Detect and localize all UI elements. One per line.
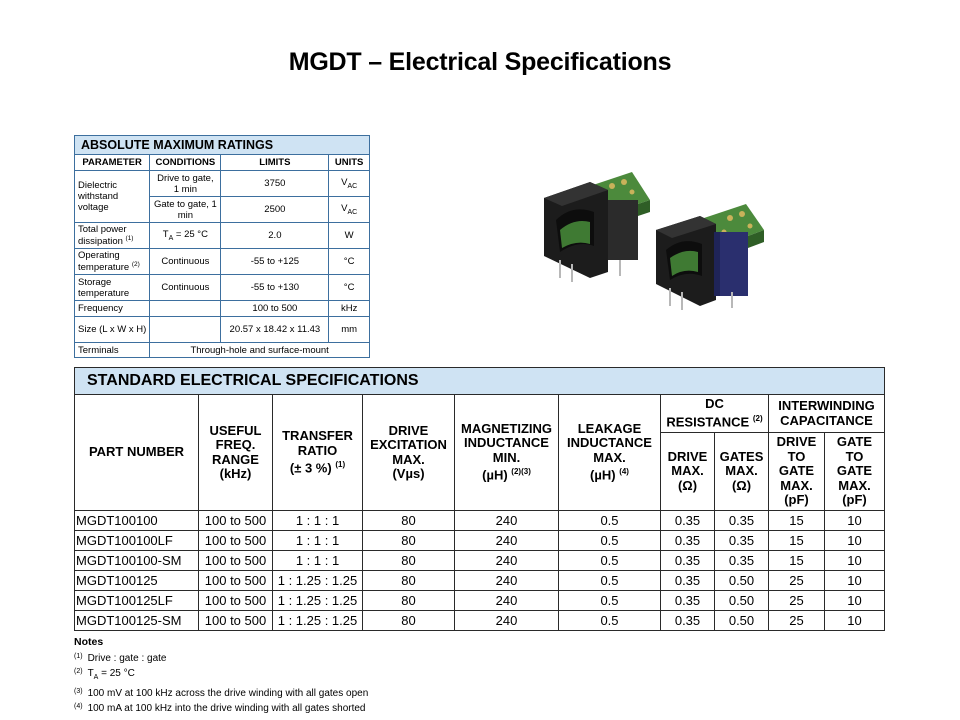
cell-dc-drive: 0.35 bbox=[661, 591, 715, 611]
cell-dc-drive: 0.35 bbox=[661, 611, 715, 631]
cell-mag: 240 bbox=[455, 611, 559, 631]
cell-leak: 0.5 bbox=[559, 611, 661, 631]
amr-unit: W bbox=[329, 223, 370, 249]
cell-mag: 240 bbox=[455, 551, 559, 571]
cell-drive: 80 bbox=[363, 511, 455, 531]
cell-freq: 100 to 500 bbox=[199, 611, 273, 631]
amr-unit: kHz bbox=[329, 301, 370, 317]
amr-cond: $T_A = 25$ °C bbox=[150, 223, 221, 249]
cell-ratio: 1 : 1 : 1 bbox=[273, 511, 363, 531]
ses-header: STANDARD ELECTRICAL SPECIFICATIONS bbox=[75, 368, 885, 395]
table-row bbox=[75, 571, 885, 591]
amr-col-limits: LIMITS bbox=[221, 155, 329, 171]
ses-col-freq: USEFUL FREQ. RANGE (kHz) bbox=[199, 395, 273, 511]
amr-limit: 2500 bbox=[221, 197, 329, 223]
amr-cond: Drive to gate, 1 min bbox=[150, 171, 221, 197]
standard-electrical-specifications-table bbox=[74, 367, 885, 631]
transformer-left bbox=[544, 172, 650, 282]
note-item: $^{(1)}$ Drive : gate : gate bbox=[74, 652, 167, 664]
note-item: $^{(2)}$ $T_A = 25$ °C bbox=[74, 668, 135, 681]
cell-cap-gg: 10 bbox=[825, 591, 885, 611]
amr-limit: 20.57 x 18.42 x 11.43 bbox=[221, 317, 329, 343]
transformer-right bbox=[656, 204, 764, 310]
amr-param-power: Total power dissipation $^{(1)}$ bbox=[75, 223, 150, 249]
cell-part: MGDT100125-SM bbox=[75, 611, 199, 631]
cell-part: MGDT100125LF bbox=[75, 591, 199, 611]
cell-dc-gates: 0.50 bbox=[715, 611, 769, 631]
cell-ratio: 1 : 1 : 1 bbox=[273, 531, 363, 551]
table-row bbox=[75, 511, 885, 531]
cell-cap-gg: 10 bbox=[825, 511, 885, 531]
cell-cap-dg: 25 bbox=[769, 591, 825, 611]
amr-limit: -55 to +130 bbox=[221, 275, 329, 301]
cell-freq: 100 to 500 bbox=[199, 531, 273, 551]
cell-mag: 240 bbox=[455, 531, 559, 551]
amr-unit: mm bbox=[329, 317, 370, 343]
amr-param-size: Size (L x W x H) bbox=[75, 317, 150, 343]
absolute-maximum-ratings-table bbox=[74, 135, 370, 358]
cell-freq: 100 to 500 bbox=[199, 591, 273, 611]
cell-dc-gates: 0.35 bbox=[715, 511, 769, 531]
amr-limit: 2.0 bbox=[221, 223, 329, 249]
amr-limit: -55 to +125 bbox=[221, 249, 329, 275]
cell-freq: 100 to 500 bbox=[199, 511, 273, 531]
cell-part: MGDT100100-SM bbox=[75, 551, 199, 571]
cell-leak: 0.5 bbox=[559, 511, 661, 531]
ses-col-cap-drive-to-gate: DRIVE TO GATE MAX. (pF) bbox=[769, 433, 825, 511]
cell-drive: 80 bbox=[363, 531, 455, 551]
amr-unit: °C bbox=[329, 249, 370, 275]
cell-drive: 80 bbox=[363, 571, 455, 591]
ses-group-capacitance: INTERWINDING CAPACITANCE bbox=[769, 395, 885, 433]
amr-limit: 100 to 500 bbox=[221, 301, 329, 317]
amr-cond-empty bbox=[150, 317, 221, 343]
cell-freq: 100 to 500 bbox=[199, 571, 273, 591]
cell-dc-drive: 0.35 bbox=[661, 511, 715, 531]
cell-cap-dg: 15 bbox=[769, 551, 825, 571]
amr-col-conditions: CONDITIONS bbox=[150, 155, 221, 171]
cell-freq: 100 to 500 bbox=[199, 551, 273, 571]
amr-param-operating: Operating temperature $^{(2)}$ bbox=[75, 249, 150, 275]
amr-unit: °C bbox=[329, 275, 370, 301]
cell-leak: 0.5 bbox=[559, 591, 661, 611]
amr-limit: 3750 bbox=[221, 171, 329, 197]
amr-cond: Gate to gate, 1 min bbox=[150, 197, 221, 223]
cell-part: MGDT100125 bbox=[75, 571, 199, 591]
cell-dc-gates: 0.35 bbox=[715, 531, 769, 551]
cell-drive: 80 bbox=[363, 591, 455, 611]
cell-dc-drive: 0.35 bbox=[661, 571, 715, 591]
notes bbox=[74, 636, 368, 716]
cell-leak: 0.5 bbox=[559, 531, 661, 551]
cell-leak: 0.5 bbox=[559, 571, 661, 591]
note-item: $^{(4)}$ 100 mA at 100 kHz into the drive winding with all gates shorted bbox=[74, 703, 366, 714]
cell-ratio: 1 : 1.25 : 1.25 bbox=[273, 591, 363, 611]
cell-cap-dg: 15 bbox=[769, 531, 825, 551]
ses-col-cap-gate-to-gate: GATE TO GATE MAX. (pF) bbox=[825, 433, 885, 511]
amr-col-parameter: PARAMETER bbox=[75, 155, 150, 171]
ses-group-dc-resistance: DC RESISTANCE $^{(2)}$ bbox=[661, 395, 769, 433]
cell-mag: 240 bbox=[455, 591, 559, 611]
cell-cap-gg: 10 bbox=[825, 611, 885, 631]
cell-mag: 240 bbox=[455, 571, 559, 591]
table-row bbox=[75, 611, 885, 631]
product-photo bbox=[520, 160, 780, 320]
cell-cap-gg: 10 bbox=[825, 551, 885, 571]
amr-param-terminals: Terminals bbox=[75, 343, 150, 358]
amr-terminals-value: Through-hole and surface-mount bbox=[150, 343, 370, 358]
cell-drive: 80 bbox=[363, 611, 455, 631]
cell-part: MGDT100100LF bbox=[75, 531, 199, 551]
ses-col-magnetizing: MAGNETIZING INDUCTANCE MIN. (µH) $^{(2)(3)}$ bbox=[455, 395, 559, 511]
cell-ratio: 1 : 1.25 : 1.25 bbox=[273, 611, 363, 631]
table-row bbox=[75, 591, 885, 611]
ses-col-ratio: TRANSFER RATIO (± 3 %) $^{(1)}$ bbox=[273, 395, 363, 511]
ses-col-part-number: PART NUMBER bbox=[75, 395, 199, 511]
cell-mag: 240 bbox=[455, 511, 559, 531]
cell-cap-gg: 10 bbox=[825, 531, 885, 551]
cell-dc-gates: 0.35 bbox=[715, 551, 769, 571]
ses-col-dc-drive: DRIVE MAX. (Ω) bbox=[661, 433, 715, 511]
amr-param-storage: Storage temperature bbox=[75, 275, 150, 301]
cell-leak: 0.5 bbox=[559, 551, 661, 571]
amr-unit: $V_{AC}$ bbox=[329, 171, 370, 197]
amr-param-frequency: Frequency bbox=[75, 301, 150, 317]
table-row bbox=[75, 551, 885, 571]
ses-body bbox=[75, 511, 885, 631]
cell-cap-dg: 25 bbox=[769, 611, 825, 631]
amr-cond: Continuous bbox=[150, 249, 221, 275]
amr-cond-empty bbox=[150, 301, 221, 317]
amr-unit: $V_{AC}$ bbox=[329, 197, 370, 223]
cell-cap-dg: 15 bbox=[769, 511, 825, 531]
ses-col-leakage: LEAKAGE INDUCTANCE MAX. (µH) $^{(4)}$ bbox=[559, 395, 661, 511]
cell-part: MGDT100100 bbox=[75, 511, 199, 531]
cell-dc-gates: 0.50 bbox=[715, 571, 769, 591]
cell-dc-drive: 0.35 bbox=[661, 551, 715, 571]
amr-param-dielectric: Dielectric withstand voltage bbox=[75, 171, 150, 223]
cell-cap-dg: 25 bbox=[769, 571, 825, 591]
cell-cap-gg: 10 bbox=[825, 571, 885, 591]
cell-dc-gates: 0.50 bbox=[715, 591, 769, 611]
page-title: MGDT – Electrical Specifications bbox=[288, 48, 672, 76]
cell-dc-drive: 0.35 bbox=[661, 531, 715, 551]
note-item: $^{(3)}$ 100 mV at 100 kHz across the drive winding with all gates open bbox=[74, 687, 369, 699]
cell-ratio: 1 : 1.25 : 1.25 bbox=[273, 571, 363, 591]
cell-ratio: 1 : 1 : 1 bbox=[273, 551, 363, 571]
amr-header: ABSOLUTE MAXIMUM RATINGS bbox=[75, 136, 370, 155]
ses-col-drive: DRIVE EXCITATION MAX. (Vµs) bbox=[363, 395, 455, 511]
ses-col-dc-gates: GATES MAX. (Ω) bbox=[715, 433, 769, 511]
cell-drive: 80 bbox=[363, 551, 455, 571]
amr-cond: Continuous bbox=[150, 275, 221, 301]
table-row bbox=[75, 531, 885, 551]
amr-col-units: UNITS bbox=[329, 155, 370, 171]
notes-heading: Notes bbox=[74, 636, 104, 648]
